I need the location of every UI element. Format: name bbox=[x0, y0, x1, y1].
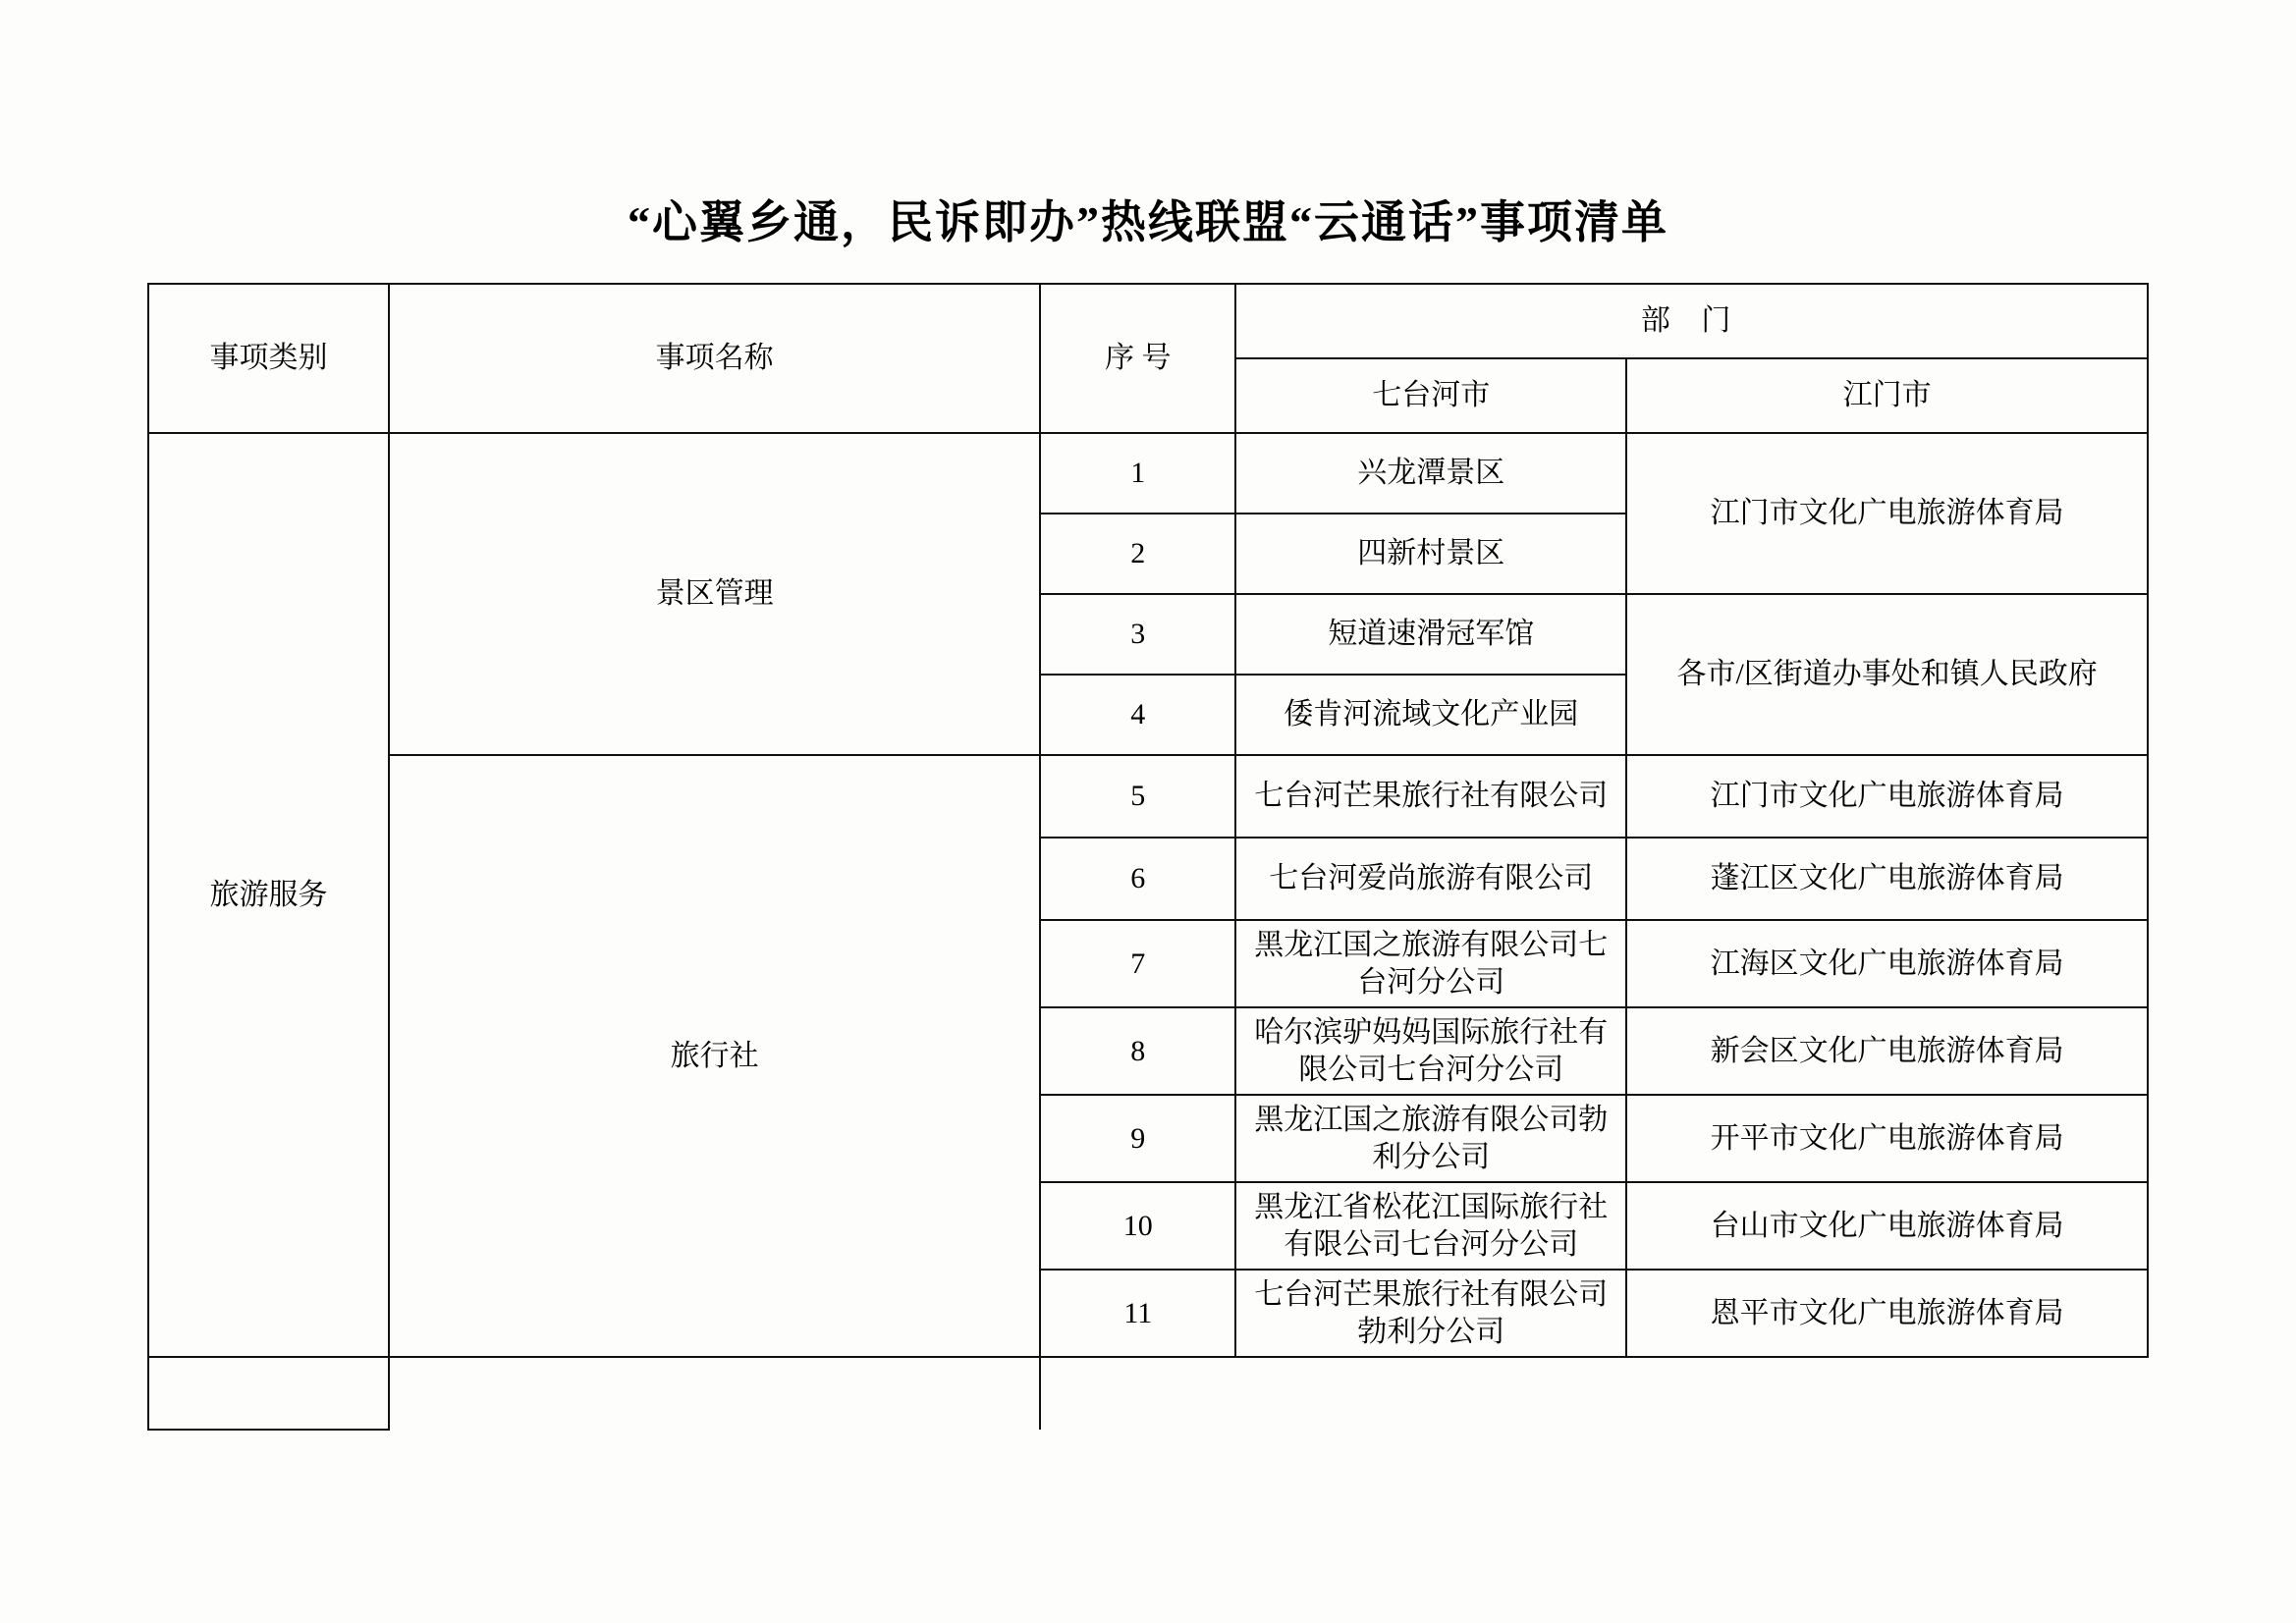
qitaihe-cell: 四新村景区 bbox=[1235, 514, 1626, 594]
table-row bbox=[148, 433, 2148, 514]
jiangmen-cell: 各市/区街道办事处和镇人民政府 bbox=[1626, 594, 2148, 755]
jiangmen-cell: 江门市文化广电旅游体育局 bbox=[1626, 433, 2148, 594]
jiangmen-cell: 江海区文化广电旅游体育局 bbox=[1626, 920, 2148, 1007]
header-category: 事项类别 bbox=[148, 284, 389, 433]
blank-jiangmen-extension bbox=[1626, 1357, 2148, 1430]
jiangmen-cell: 台山市文化广电旅游体育局 bbox=[1626, 1182, 2148, 1270]
qitaihe-cell: 短道速滑冠军馆 bbox=[1235, 594, 1626, 675]
serial-cell: 10 bbox=[1040, 1182, 1235, 1270]
qitaihe-cell: 七台河芒果旅行社有限公司 bbox=[1235, 755, 1626, 838]
qitaihe-cell: 黑龙江省松花江国际旅行社有限公司七台河分公司 bbox=[1235, 1182, 1626, 1270]
items-table bbox=[147, 283, 2149, 1431]
header-dept-qitaihe: 七台河市 bbox=[1235, 358, 1626, 433]
serial-cell: 9 bbox=[1040, 1095, 1235, 1182]
items-table-container bbox=[147, 283, 2149, 1431]
header-department: 部 门 bbox=[1235, 284, 2148, 358]
header-item-name: 事项名称 bbox=[389, 284, 1040, 433]
serial-cell: 3 bbox=[1040, 594, 1235, 675]
blank-qitaihe-extension bbox=[1235, 1357, 1626, 1430]
jiangmen-cell: 江门市文化广电旅游体育局 bbox=[1626, 755, 2148, 838]
serial-cell: 2 bbox=[1040, 514, 1235, 594]
blank-category-extension bbox=[148, 1357, 389, 1430]
jiangmen-cell: 蓬江区文化广电旅游体育局 bbox=[1626, 838, 2148, 920]
serial-cell: 7 bbox=[1040, 920, 1235, 1007]
qitaihe-cell: 七台河爱尚旅游有限公司 bbox=[1235, 838, 1626, 920]
table-header-row-1 bbox=[148, 284, 2148, 358]
blank-item-extension bbox=[389, 1357, 1040, 1430]
header-serial: 序 号 bbox=[1040, 284, 1235, 433]
qitaihe-cell: 七台河芒果旅行社有限公司勃利分公司 bbox=[1235, 1270, 1626, 1357]
qitaihe-cell: 黑龙江国之旅游有限公司勃利分公司 bbox=[1235, 1095, 1626, 1182]
table-row bbox=[148, 755, 2148, 838]
serial-cell: 4 bbox=[1040, 675, 1235, 755]
serial-cell: 1 bbox=[1040, 433, 1235, 514]
jiangmen-cell: 恩平市文化广电旅游体育局 bbox=[1626, 1270, 2148, 1357]
blank-serial-extension bbox=[1040, 1357, 1235, 1430]
serial-cell: 8 bbox=[1040, 1007, 1235, 1095]
item-name-cell-travel-agency: 旅行社 bbox=[389, 755, 1040, 1357]
page-title: “心翼乡通，民诉即办”热线联盟“云通话”事项清单 bbox=[628, 197, 1668, 247]
qitaihe-cell: 黑龙江国之旅游有限公司七台河分公司 bbox=[1235, 920, 1626, 1007]
serial-cell: 11 bbox=[1040, 1270, 1235, 1357]
qitaihe-cell: 哈尔滨驴妈妈国际旅行社有限公司七台河分公司 bbox=[1235, 1007, 1626, 1095]
serial-cell: 5 bbox=[1040, 755, 1235, 838]
qitaihe-cell: 兴龙潭景区 bbox=[1235, 433, 1626, 514]
header-dept-jiangmen: 江门市 bbox=[1626, 358, 2148, 433]
table-footer-extension bbox=[148, 1357, 2148, 1430]
jiangmen-cell: 新会区文化广电旅游体育局 bbox=[1626, 1007, 2148, 1095]
category-cell-tourism-service: 旅游服务 bbox=[148, 433, 389, 1357]
qitaihe-cell: 倭肯河流域文化产业园 bbox=[1235, 675, 1626, 755]
serial-cell: 6 bbox=[1040, 838, 1235, 920]
item-name-cell-scenic-management: 景区管理 bbox=[389, 433, 1040, 755]
jiangmen-cell: 开平市文化广电旅游体育局 bbox=[1626, 1095, 2148, 1182]
